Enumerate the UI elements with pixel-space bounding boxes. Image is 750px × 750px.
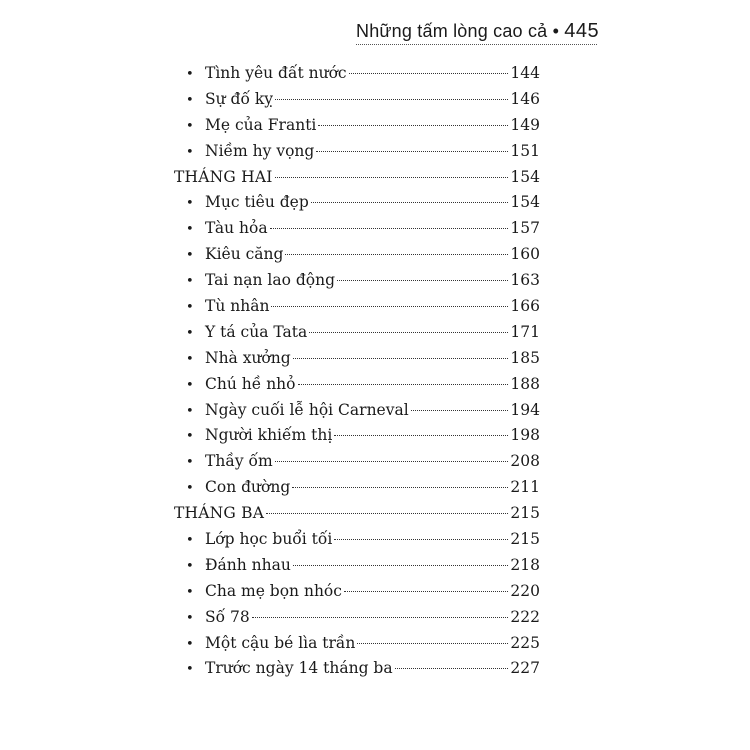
dot-leader — [285, 254, 508, 255]
entry-title: Tù nhân — [205, 297, 270, 316]
toc-entry — [174, 142, 540, 168]
dot-leader — [349, 73, 509, 74]
entry-title: Tình yêu đất nước — [205, 64, 347, 82]
bullet-icon: • — [186, 248, 194, 264]
bullet-icon: • — [186, 636, 194, 652]
dot-leader — [275, 177, 509, 178]
entry-page-number: 222 — [510, 607, 540, 626]
bullet-icon: • — [186, 455, 194, 471]
bullet-icon: • — [186, 222, 194, 238]
toc-entry — [174, 426, 540, 452]
bullet-icon: • — [186, 300, 194, 316]
dot-leader — [334, 435, 508, 436]
bullet-icon: • — [186, 144, 194, 160]
entry-page-number: 157 — [510, 219, 540, 238]
toc-section — [174, 168, 540, 194]
bullet-icon: • — [186, 118, 194, 134]
entry-page-number: 220 — [510, 581, 540, 600]
toc-entry — [174, 90, 540, 116]
bullet-icon: • — [186, 67, 194, 82]
entry-title: Nhà xưởng — [205, 348, 291, 367]
entry-page-number: 171 — [510, 322, 540, 341]
bullet-icon: • — [186, 533, 194, 549]
entry-page-number: 227 — [510, 659, 540, 678]
toc-section — [174, 504, 540, 530]
section-title: THÁNG BA — [174, 504, 265, 523]
dot-leader — [298, 384, 509, 385]
dot-leader — [292, 487, 508, 488]
entry-title: Tai nạn lao động — [205, 271, 336, 290]
entry-title: Con đường — [205, 478, 291, 497]
bullet-icon: • — [186, 429, 194, 445]
entry-page-number: 211 — [510, 478, 540, 497]
entry-page-number: 154 — [510, 167, 540, 186]
dot-leader — [271, 306, 508, 307]
toc-entry — [174, 116, 540, 142]
toc-entry — [174, 556, 540, 582]
header-rule — [356, 44, 597, 45]
entry-title: Kiêu căng — [205, 245, 284, 264]
entry-title: Số 78 — [205, 607, 250, 626]
entry-title: Một cậu bé lìa trần — [205, 633, 356, 652]
toc-entry — [174, 349, 540, 375]
entry-page-number: 194 — [510, 400, 540, 419]
table-of-contents — [174, 64, 540, 685]
entry-page-number: 149 — [510, 115, 540, 134]
toc-entry — [174, 193, 540, 219]
dot-leader — [252, 617, 509, 618]
bullet-icon: • — [186, 558, 194, 574]
entry-title: Người khiếm thị — [205, 426, 333, 445]
toc-entry — [174, 452, 540, 478]
dot-leader — [337, 280, 508, 281]
header-separator: • — [552, 21, 560, 41]
bullet-icon: • — [186, 377, 194, 393]
dot-leader — [395, 668, 509, 669]
bullet-icon: • — [186, 662, 194, 678]
entry-page-number: 208 — [510, 452, 540, 471]
bullet-icon: • — [186, 92, 194, 108]
dot-leader — [311, 202, 509, 203]
entry-page-number: 215 — [510, 530, 540, 549]
bullet-icon: • — [186, 610, 194, 626]
entry-title: Niềm hy vọng — [205, 141, 315, 160]
dot-leader — [344, 591, 508, 592]
toc-entry — [174, 608, 540, 634]
toc-entry — [174, 245, 540, 271]
running-header — [356, 20, 599, 43]
entry-title: Đánh nhau — [205, 555, 291, 574]
entry-page-number: 218 — [510, 555, 540, 574]
entry-title: Chú hề nhỏ — [205, 374, 296, 393]
entry-page-number: 144 — [510, 64, 540, 82]
page-number: 445 — [564, 20, 600, 42]
bullet-icon: • — [186, 584, 194, 600]
toc-entry — [174, 271, 540, 297]
toc-entry — [174, 659, 540, 685]
toc-entry — [174, 530, 540, 556]
entry-page-number: 160 — [510, 245, 540, 264]
toc-entry — [174, 64, 540, 90]
dot-leader — [270, 228, 509, 229]
dot-leader — [318, 125, 508, 126]
entry-page-number: 151 — [510, 141, 540, 160]
entry-title: Tàu hỏa — [205, 219, 268, 238]
toc-entry — [174, 478, 540, 504]
entry-title: Trước ngày 14 tháng ba — [205, 659, 393, 678]
entry-title: Mục tiêu đẹp — [205, 193, 309, 212]
entry-page-number: 215 — [510, 504, 540, 523]
entry-title: Mẹ của Franti — [205, 115, 317, 134]
entry-title: Cha mẹ bọn nhóc — [205, 581, 342, 600]
dot-leader — [316, 151, 508, 152]
dot-leader — [411, 410, 509, 411]
bullet-icon: • — [186, 325, 194, 341]
entry-page-number: 163 — [510, 271, 540, 290]
entry-page-number: 166 — [510, 297, 540, 316]
dot-leader — [293, 565, 509, 566]
entry-title: Y tá của Tata — [205, 322, 308, 341]
entry-page-number: 225 — [510, 633, 540, 652]
section-title: THÁNG HAI — [174, 167, 273, 186]
toc-entry — [174, 401, 540, 427]
dot-leader — [309, 332, 508, 333]
running-title: Những tấm lòng cao cả — [356, 21, 548, 41]
entry-page-number: 185 — [510, 348, 540, 367]
entry-title: Sự đố kỵ — [205, 89, 274, 108]
entry-page-number: 154 — [510, 193, 540, 212]
bullet-icon: • — [186, 196, 194, 212]
dot-leader — [266, 513, 508, 514]
entry-page-number: 198 — [510, 426, 540, 445]
toc-entry — [174, 219, 540, 245]
entry-page-number: 146 — [510, 89, 540, 108]
toc-entry — [174, 297, 540, 323]
dot-leader — [334, 539, 508, 540]
toc-entry — [174, 323, 540, 349]
bullet-icon: • — [186, 351, 194, 367]
dot-leader — [275, 99, 508, 100]
bullet-icon: • — [186, 274, 194, 290]
toc-entry — [174, 634, 540, 660]
dot-leader — [293, 358, 509, 359]
toc-entry — [174, 375, 540, 401]
dot-leader — [357, 643, 508, 644]
toc-entry — [174, 582, 540, 608]
entry-title: Ngày cuối lễ hội Carneval — [205, 400, 409, 419]
dot-leader — [275, 461, 509, 462]
bullet-icon: • — [186, 403, 194, 419]
entry-title: Thầy ốm — [205, 452, 273, 471]
entry-title: Lớp học buổi tối — [205, 530, 333, 549]
bullet-icon: • — [186, 481, 194, 497]
entry-page-number: 188 — [510, 374, 540, 393]
